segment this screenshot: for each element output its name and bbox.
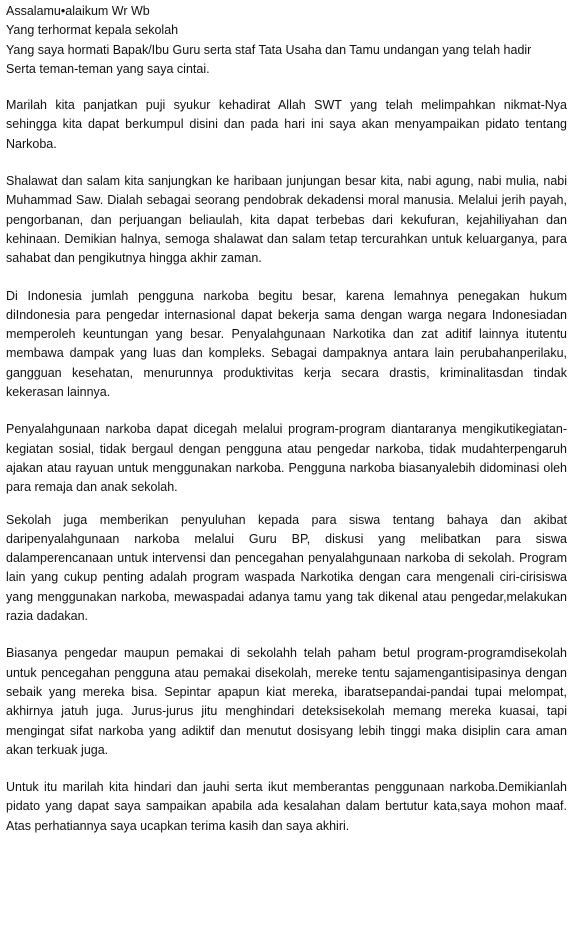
greeting-line: Yang saya hormati Bapak/Ibu Guru serta staf Tata Usaha dan Tamu undangan yang telah hadir <box>6 42 532 57</box>
greeting-line: Serta teman-teman yang saya cintai. <box>6 61 210 76</box>
speech-document <box>6 2 567 836</box>
paragraph-school: Sekolah juga memberikan penyuluhan kepada para siswa tentang bahaya dan akibat daripenyalahgunaan narkoba melalui Guru BP, diskusi yang melibatkan para siswa dalamperencanaan untuk intervensi dan pencegahan penyalahgunaan narkoba di sekolah. Program lain yang cukup penting adalah program waspada Narkotika dengan cara mengenali ciri-cirisiswa yang menggunakan narkoba, mewaspadai adanya tamu yang tak dikenal atau pengedar,melakukan razia dadakan. <box>6 512 567 624</box>
paragraph-shalawat: Shalawat dan salam kita sanjungkan ke haribaan junjungan besar kita, nabi agung, nabi mulia, nabi Muhammad Saw. Dialah sebagai seorang pendobrak dekadensi moral manusia. Melalui jerih payah, pengorbanan, dan perjuangan beliaulah, kita dapat terbebas dari kekufuran, kejahiliyahan dan kehinaan. Demikian halnya, semoga shalawat dan salam tetap tercurahkan untuk keluarganya, para sahabat dan pengikutnya hingga akhir zaman. <box>6 174 567 266</box>
greeting-line: Assalamu•alaikum Wr Wb <box>6 4 150 18</box>
paragraph-opening: Marilah kita panjatkan puji syukur kehadirat Allah SWT yang telah melimpahkan nikmat-Nya sehingga kita dapat berkumpul disini dan pada hari ini saya akan menyampaikan pidato tentang Narkoba. <box>6 98 567 151</box>
greeting-line: Yang terhormat kepala sekolah <box>6 23 179 38</box>
paragraph-closing: Untuk itu marilah kita hindari dan jauhi serta ikut memberantas penggunaan narkoba.Demikianlah pidato yang dapat saya sampaikan apabila ada kesalahan dalam bertutur kata,saya mohon maaf. Atas perhatiannya saya ucapkan terima kasih dan saya akhiri. <box>6 780 567 833</box>
paragraph-dealers: Biasanya pengedar maupun pemakai di sekolahh telah paham betul program-programdisekolah untuk pencegahan pengguna atau pemakai disekolah, mereke tentu sajamengantisipasinya dengan sebaik yang mereka bisa. Sepintar apapun kiat mereka, ibaratsepandai-pandai tupai melompat, akhirnya jatuh juga. Jurus-jurus jitu menghindari deteksisekolah memang mereka kuasai, tapi mengingat sifat narkoba yang adiktif dan menutut dosisyang lebih tinggi maka disiplin cara aman akan terkuak juga. <box>6 646 567 757</box>
paragraph-indonesia: Di Indonesia jumlah pengguna narkoba begitu besar, karena lemahnya penegakan hukum diIndonesia para pengedar internasional dapat bekerja sama dengan warga negara Indonesiadan memperoleh keuntungan yang besar. Penyalahgunaan Narkotika dan zat aditif lainnya itutentu membawa dampak yang luas dan kompleks. Sebagai dampaknya antara lain perubahanperilaku, gangguan kesehatan, menurunnya produktivitas kerja secara drastis, kriminalitasdan tindak kekerasan lainnya. <box>6 288 567 400</box>
paragraph-prevention: Penyalahgunaan narkoba dapat dicegah melalui program-program diantaranya mengikutikegiatan-kegiatan sosial, tidak bergaul dengan pengguna atau pengedar narkoba, tidak mudahterpengaruh ajakan atau rayuan untuk menggunakan narkoba. Pengguna narkoba biasanyalebih didominasi oleh para remaja dan anak sekolah. <box>6 422 567 495</box>
greeting-block <box>6 2 567 79</box>
